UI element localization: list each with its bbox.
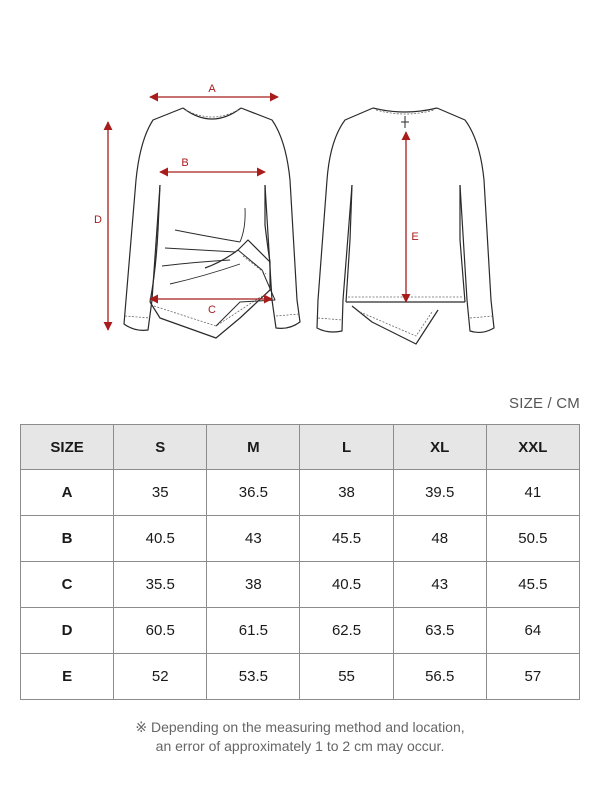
- row-label: C: [21, 562, 114, 608]
- table-header-row: [21, 425, 580, 470]
- table-row: [21, 654, 580, 700]
- back-neckline: [373, 108, 437, 112]
- column-header: XL: [393, 425, 486, 470]
- row-label: B: [21, 516, 114, 562]
- column-header: M: [207, 425, 300, 470]
- table-cell: 35: [114, 470, 207, 516]
- size-chart-table: [20, 424, 580, 700]
- row-label: E: [21, 654, 114, 700]
- table-cell: 63.5: [393, 608, 486, 654]
- table-cell: 62.5: [300, 608, 393, 654]
- table-row: [21, 516, 580, 562]
- table-cell: 36.5: [207, 470, 300, 516]
- column-header: S: [114, 425, 207, 470]
- table-cell: 64: [486, 608, 579, 654]
- back-asymmetric-hem: [352, 306, 438, 344]
- table-cell: 61.5: [207, 608, 300, 654]
- back-left-sleeve: [317, 108, 373, 332]
- table-cell: 55: [300, 654, 393, 700]
- table-cell: 38: [207, 562, 300, 608]
- back-right-sleeve: [437, 108, 494, 332]
- front-right-sleeve: [241, 108, 300, 328]
- table-cell: 57: [486, 654, 579, 700]
- measure-label-b: B: [181, 157, 189, 169]
- note-line-1: ※ Depending on the measuring method and location,: [135, 719, 465, 735]
- measurement-note: [0, 718, 600, 756]
- table-row: [21, 608, 580, 654]
- table-cell: 52: [114, 654, 207, 700]
- table-cell: 53.5: [207, 654, 300, 700]
- table-row: [21, 562, 580, 608]
- unit-label: SIZE / CM: [509, 395, 580, 412]
- table-cell: 40.5: [300, 562, 393, 608]
- measure-label-e: E: [411, 231, 419, 243]
- table-cell: 35.5: [114, 562, 207, 608]
- front-left-sleeve: [124, 108, 183, 330]
- front-asymmetric-hem: [150, 240, 270, 338]
- front-neckline: [183, 108, 241, 119]
- table-cell: 45.5: [486, 562, 579, 608]
- garment-measurement-diagram: [0, 0, 600, 360]
- table-cell: 41: [486, 470, 579, 516]
- table-row: [21, 470, 580, 516]
- measure-label-c: C: [208, 304, 216, 316]
- table-cell: 48: [393, 516, 486, 562]
- row-label: D: [21, 608, 114, 654]
- neck-label-icon: [401, 116, 409, 128]
- table-cell: 56.5: [393, 654, 486, 700]
- table-cell: 40.5: [114, 516, 207, 562]
- table-cell: 50.5: [486, 516, 579, 562]
- note-line-2: an error of approximately 1 to 2 cm may occur.: [155, 738, 445, 754]
- table-cell: 45.5: [300, 516, 393, 562]
- measure-label-a: A: [208, 83, 216, 95]
- measure-label-d: D: [94, 214, 102, 226]
- column-header: XXL: [486, 425, 579, 470]
- row-label: A: [21, 470, 114, 516]
- column-header: L: [300, 425, 393, 470]
- table-cell: 60.5: [114, 608, 207, 654]
- table-cell: 43: [207, 516, 300, 562]
- table-cell: 39.5: [393, 470, 486, 516]
- column-header: SIZE: [21, 425, 114, 470]
- table-cell: 38: [300, 470, 393, 516]
- table-cell: 43: [393, 562, 486, 608]
